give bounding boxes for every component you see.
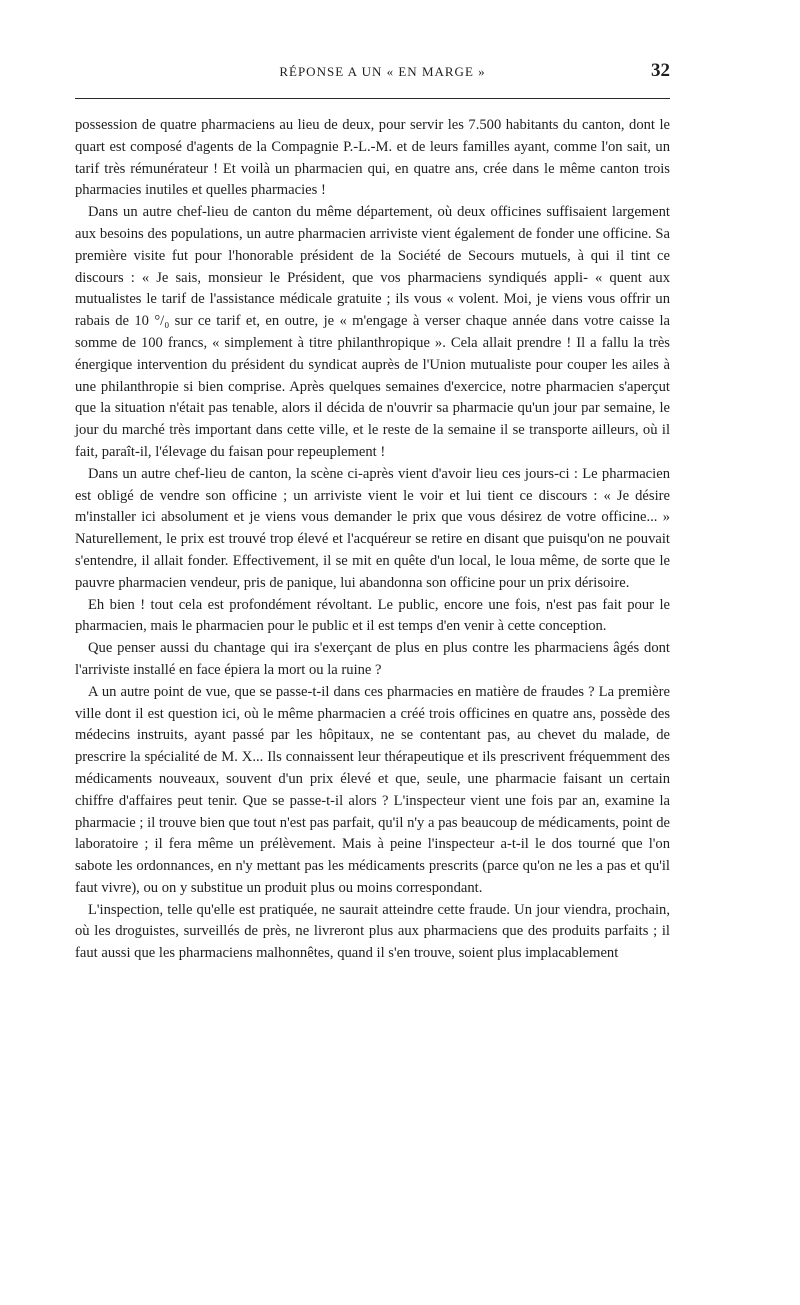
paragraph: Dans un autre chef-lieu de canton du même département, où deux officines suffisaient largement aux besoins des populations, un autre pharmacien arriviste vient également de fonder une officine. Sa première visite fut pour l'honorable président de la Société de Secours mutuels, à qui il tint ce discours : « Je sais, monsieur le Président, que vos pharmaciens syndiqués appli- « quent aux mutualistes le tarif de l'assistance médicale gratuite ; ils vous « volent. Moi, je viens vous offrir un rabais de 10 °/₀ sur ce tarif et, en outre, je « m'engage à verser chaque année dans votre caisse la somme de 100 francs, « simplement à titre philanthropique ». Cela allait prendre ! Il a fallu la très énergique intervention du président du syndicat auprès de l'Union mutualiste pour couper les ailes à une philanthropie si bien comprise. Après quelques semaines d'exercice, notre pharmacien s'aperçut que la situation n'était pas tenable, alors il décida de n'ouvrir sa pharmacie qu'un jour par semaine, le jour du marché très important dans cette ville, et le reste de la semaine il se transporte ailleurs, où il fait, paraît-il, l'élevage du faisan pour repeuplement ! xyxy=(75,204,670,460)
page-header xyxy=(75,60,670,90)
header-rule xyxy=(75,98,670,99)
page-number: 32 xyxy=(651,60,670,81)
paragraph: Dans un autre chef-lieu de canton, la scène ci-après vient d'avoir lieu ces jours-ci : Le pharmacien est obligé de vendre son officine ; un arriviste vient le voir et lui tient ce discours : « Je désire m'installer ici absolument et je viens vous demander le prix que vous désirez de votre officine... » Naturellement, le prix est trouvé trop élevé et l'acquéreur se retire en disant que puisqu'on ne pouvait s'entendre, il allait fonder. Effectivement, il se mit en quête d'un local, le loua même, de sorte que le pauvre pharmacien vendeur, pris de panique, lui abandonna son officine pour un prix dérisoire. xyxy=(75,465,670,591)
paragraph: Eh bien ! tout cela est profondément révoltant. Le public, encore une fois, n'est pas fait pour le pharmacien, mais le pharmacien pour le public et il est temps d'en venir à cette conception. xyxy=(75,596,670,635)
paragraph: possession de quatre pharmaciens au lieu de deux, pour servir les 7.500 habitants du canton, dont le quart est composé d'agents de la Compagnie P.-L.-M. et de leurs familles ayant, comme l'on sait, un tarif très rémunérateur ! Et voilà un pharmacien qui, en quatre ans, crée dans le même canton trois pharmacies inutiles et quelles pharmacies ! xyxy=(75,117,670,199)
paragraph: Que penser aussi du chantage qui ira s'exerçant de plus en plus contre les pharmaciens âgés dont l'arriviste installé en face épiera la mort ou la ruine ? xyxy=(75,640,670,678)
body-text xyxy=(75,115,670,965)
paragraph: A un autre point de vue, que se passe-t-il dans ces pharmacies en matière de fraudes ? La première ville dont il est question ici, où le même pharmacien a créé trois officines en quatre ans, possède des médecins instruits, ayant passé par les hôpitaux, ne se contentant pas, au chevet du malade, de prescrire la spécialité de M. X... Ils connaissent leur thérapeutique et ils prescrivent fréquemment des médicaments nouveaux, souvent d'un prix élevé et que, seule, une pharmacie faisant un certain chiffre d'affaires peut tenir. Que se passe-t-il alors ? L'inspecteur vient une fois par an, examine la pharmacie ; il trouve bien que tout n'est pas parfait, qu'il n'y a pas beaucoup de médicaments, point de laboratoire ; il fera même un prélèvement. Mais à peine l'inspecteur a-t-il le dos tourné que l'on sabote les ordonnances, en n'y mettant pas les médicaments prescrits (parce qu'on ne les a pas et qu'il faut vivre), ou on y substitue un produit plus ou moins correspondant. xyxy=(75,683,670,896)
paragraph: L'inspection, telle qu'elle est pratiquée, ne saurait atteindre cette fraude. Un jour viendra, prochain, où les droguistes, surveillés de près, ne livreront plus aux pharmaciens que des produits parfaits ; il faut aussi que les pharmaciens malhonnêtes, quand il s'en trouve, soient plus implacablement xyxy=(75,901,670,962)
running-title: RÉPONSE A UN « EN MARGE » xyxy=(279,64,486,79)
